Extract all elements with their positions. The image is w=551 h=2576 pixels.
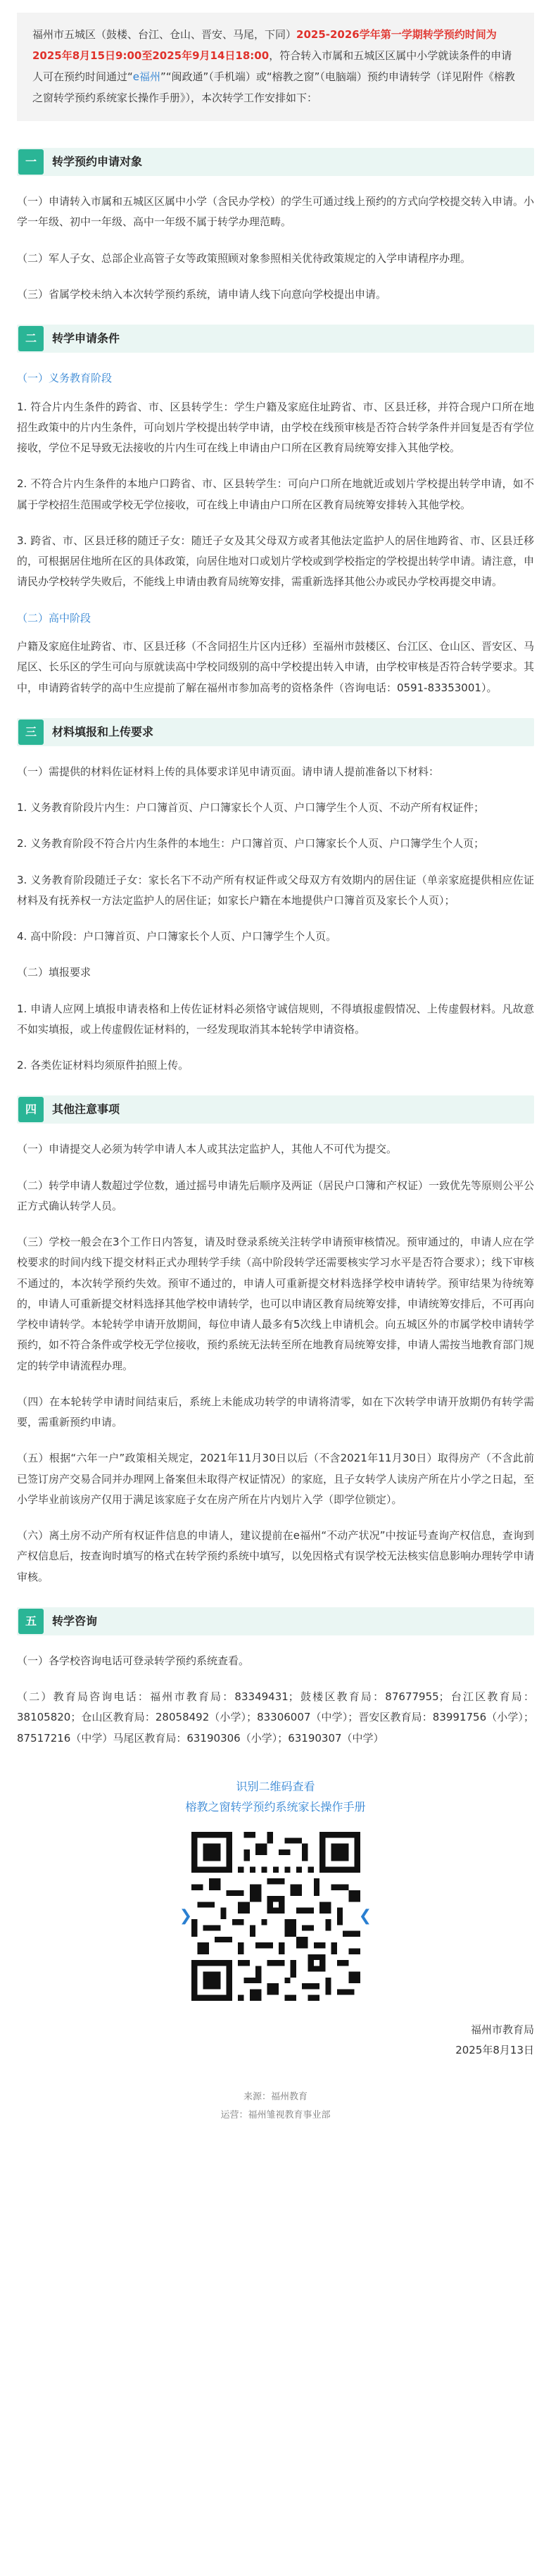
- article-page: [0, 13, 551, 2146]
- qr-code-icon[interactable]: [191, 1832, 360, 2001]
- intro-text: ，符合转入市属和五城区区属中小学就读条件的申请人可在预约时间通过“: [32, 49, 512, 83]
- paragraph: （一）申请提交人必须为转学申请人本人或其法定监护人，其他人不可代为提交。: [17, 1143, 398, 1156]
- section-header: [17, 1095, 534, 1124]
- section-title: 其他注意事项: [52, 1102, 120, 1117]
- section-header: [17, 148, 534, 176]
- section-4: [17, 1095, 534, 1588]
- qr-block: [17, 1777, 534, 2005]
- section-number: 四: [18, 1097, 44, 1122]
- paragraph: （二）转学申请人数超过学位数，通过摇号申请先后顺序及两证（居民户口簿和产权证）一致优先等原则公平公正方式确认转学人员。: [17, 1179, 535, 1212]
- signature-date: 2025年8月13日: [455, 2043, 534, 2056]
- section-number: 三: [18, 720, 44, 745]
- section-number: 一: [18, 149, 44, 175]
- e-fuzhou-link[interactable]: e福州: [132, 70, 161, 83]
- paragraph: 2. 各类佐证材料均须原件拍照上传。: [17, 1059, 189, 1072]
- intro-box: [17, 13, 534, 121]
- chevron-right-icon: ❯: [179, 1907, 193, 1925]
- paragraph: 4. 高中阶段：户口簿首页、户口簿家长个人页、户口簿学生个人页。: [17, 930, 337, 943]
- signature: [0, 2020, 534, 2060]
- section-1: [17, 148, 534, 305]
- paragraph: 2. 义务教育阶段不符合片内生条件的本地生：户口簿首页、户口簿家长个人页、户口簿学生个人页；: [17, 837, 485, 850]
- signature-org: 福州市教育局: [470, 2023, 534, 2037]
- qr-caption-line1: 识别二维码查看: [236, 1779, 315, 1793]
- footer: [0, 2088, 551, 2125]
- paragraph: （一）需提供的材料佐证材料上传的具体要求详见申请页面。请申请人提前准备以下材料：: [17, 765, 440, 778]
- section-header: [17, 325, 534, 353]
- footer-source: 来源：福州教育: [243, 2092, 308, 2103]
- paragraph: 2. 不符合片内生条件的本地户口跨省、市、区县转学生：可向户口所在地就近或划片学校提出转学申请，如不属于学校招生范围或学校无学位接收，可在线上申请由户口所在区教育局统筹安排转入其他学校。: [17, 477, 534, 511]
- paragraph: （二）填报要求: [17, 966, 91, 979]
- section-title: 转学咨询: [52, 1614, 98, 1628]
- paragraph: 1. 符合片内生条件的跨省、市、区县转学生：学生户籍及家庭住址跨省、市、区县迁移，并符合现户口所在地招生政策中的片内生条件，可向划片学校提出转学申请，由学校在线预审核是否符合转学条件并回复是否有学位接收，学位不足导致无法接收的片内生可在线上申请由户口所在区教育局统筹安排入其他学校。: [17, 400, 535, 454]
- section-header: [17, 718, 534, 746]
- subsection-title: （一）义务教育阶段: [17, 372, 113, 384]
- section-title: 材料填报和上传要求: [52, 724, 154, 739]
- section-title: 转学预约申请对象: [52, 154, 143, 168]
- paragraph: （二）军人子女、总部企业高管子女等政策照顾对象参照相关优待政策规定的入学申请程序办理。: [17, 251, 471, 265]
- paragraph: 3. 跨省、市、区县迁移的随迁子女：随迁子女及其父母双方或者其他法定监护人的居住地跨省、市、区县迁移的，可根据居住地所在区的具体政策，向居住地对口或划片学校或到学校指定的学校提出转学申请。请注意，申请民办学校转学失败后，不能线上申请由教育局统筹安排，需重新选择其他公办或民办学校再提交申请。: [17, 534, 535, 589]
- subsection-title: （二）高中阶段: [17, 611, 91, 624]
- section-number: 二: [18, 326, 44, 351]
- section-header: [17, 1607, 534, 1635]
- intro-lead: 福州市五城区（鼓楼、台江、仓山、晋安、马尾，下同）: [32, 28, 297, 41]
- intro-text-2: ”“闽政通”（手机端）或“榕教之窗”（电脑端）预约申请转学（详见附件《榕教之窗转学预约系统家长操作手册》），本次转学工作安排如下：: [32, 70, 515, 104]
- section-3: [17, 718, 534, 1076]
- paragraph: （四）在本轮转学申请时间结束后，系统上未能成功转学的申请将清零，如在下次转学申请开放期仍有转学需要，需重新预约申请。: [17, 1395, 534, 1428]
- paragraph: （三）学校一般会在3个工作日内答复，请及时登录系统关注转学申请预审核情况。预审通过的，申请人应在学校要求的时间内线下提交材料正式办理转学手续（高中阶段转学还需要核实学习水平是否符合要求）；线下审核不通过的，本次转学预约失效。预审不通过的，申请人可重新提交材料选择学校申请转学。预审结果为待统筹的，申请人可重新提交材料选择其他学校申请转学，也可以申请区教育局统筹安排，申请统筹安排后，不可再向学校申请转学。本轮转学申请开放期间，每位申请人最多有5次线上申请机会。向五城区外的市属学校申请转学预约，如不符合条件或学校无学位接收，预约系统无法转至所在地教育局统筹安排，申请人需按当地教育部门规定的转学申请流程办理。: [17, 1236, 535, 1372]
- section-2: [17, 325, 534, 698]
- paragraph: （一）申请转入市属和五城区区属中小学（含民办学校）的学生可通过线上预约的方式向学校提交转入申请。小学一年级、初中一年级、高中一年级不属于转学办理范畴。: [17, 195, 535, 229]
- footer-ops: 运营：福州雏视教育事业部: [220, 2110, 331, 2121]
- section-number: 五: [18, 1609, 44, 1634]
- paragraph: （一）各学校咨询电话可登录转学预约系统查看。: [17, 1654, 250, 1667]
- section-5: [17, 1607, 534, 1749]
- paragraph: 1. 申请人应网上填报申请表格和上传佐证材料必须恪守诚信规则，不得填报虚假情况、上传虚假材料。凡故意不如实填报，或上传虚假佐证材料的，一经发现取消其本轮转学申请资格。: [17, 1002, 534, 1036]
- section-title: 转学申请条件: [52, 331, 120, 345]
- paragraph: （二）教育局咨询电话：福州市教育局：83349431；鼓楼区教育局：87677955；台江区教育局：38105820；仓山区教育局：28058492（小学）；83306007（中学）；晋安区教育局：83991756（小学）；87517216（中学）马尾区教育局：63190306（小学）；63190307（中学）: [17, 1690, 534, 1745]
- qr-row: [17, 1828, 534, 2004]
- paragraph: 1. 义务教育阶段片内生：户口簿首页、户口簿家长个人页、户口簿学生个人页、不动产所有权证件；: [17, 801, 485, 814]
- paragraph: （五）根据“六年一户”政策相关规定，2021年11月30日以后（不含2021年11月30日）取得房产（不含此前已签订房产交易合同并办理网上备案但未取得产权证情况）的家庭，且子女转学人读房产所在片小学之日起，至小学毕业前该房产仅用于满足该家庭子女在房产所在片内划片入学（即学位锁定）。: [17, 1452, 535, 1506]
- paragraph: 户籍及家庭住址跨省、市、区县迁移（不含同招生片区内迁移）至福州市鼓楼区、台江区、仓山区、晋安区、马尾区、长乐区的学生可向与原就读高中学校同级别的高中学校提出转入申请，由学校审核是否符合转学要求。其中，申请跨省转学的高中生应提前了解在福州市参加高考的资格条件（咨询电话：0591-83353001）。: [17, 640, 535, 694]
- paragraph: （三）省属学校未纳入本次转学预约系统，请申请人线下向意向学校提出申请。: [17, 287, 387, 301]
- chevron-left-icon: ❮: [358, 1907, 372, 1925]
- intro-highlight: 2025-2026学年第一学期转学预约时间为2025年8月15日9:00至2025年9月14日18:00: [32, 28, 497, 62]
- qr-caption-line2[interactable]: 榕教之窗转学预约系统家长操作手册: [185, 1799, 366, 1814]
- paragraph: 3. 义务教育阶段随迁子女：家长名下不动产所有权证件或父母双方有效期内的居住证（单亲家庭提供相应佐证材料及有抚养权一方法定监护人的居住证；如家长户籍在本地提供户口簿首页及家长个人页）；: [17, 873, 534, 907]
- paragraph: （六）离土房不动产所有权证件信息的申请人，建议提前在e福州“不动产状况”中按证号查询产权信息，查询到产权信息后，按查询时填写的格式在转学预约系统中填写，以免因格式有误学校无法核实信息影响办理转学申请审核。: [17, 1529, 535, 1583]
